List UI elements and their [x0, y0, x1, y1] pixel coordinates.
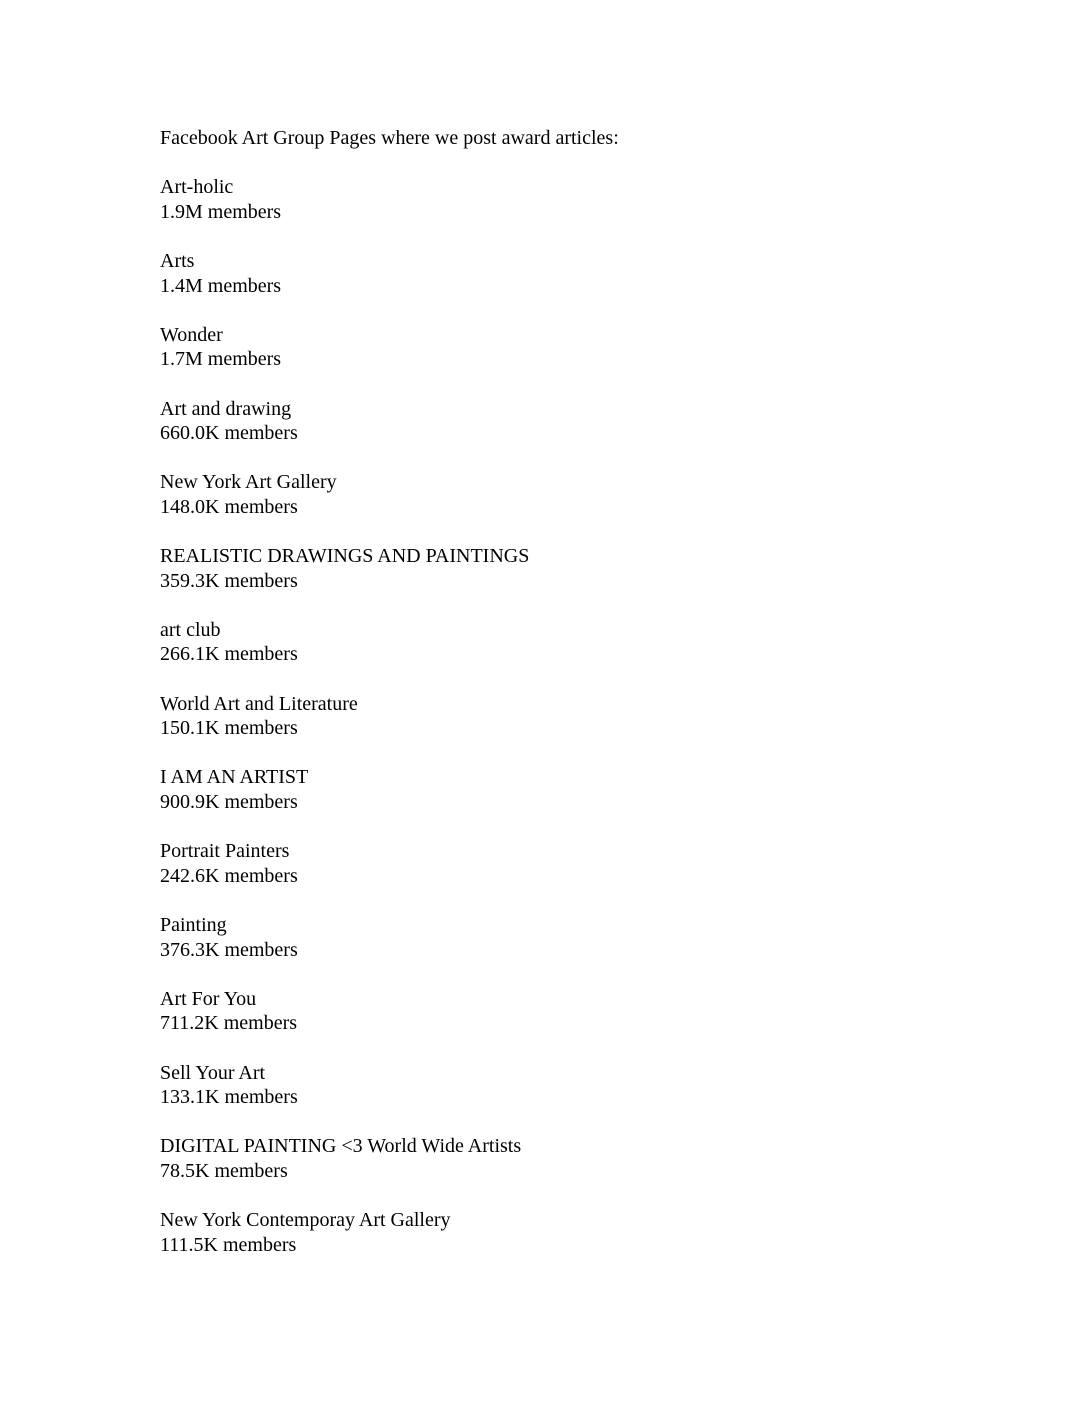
- group-name: New York Contemporay Art Gallery: [160, 1209, 451, 1232]
- group-name: I AM AN ARTIST: [160, 766, 309, 789]
- group-members: 242.6K members: [160, 864, 298, 887]
- group-members: 78.5K members: [160, 1159, 288, 1182]
- group-members: 900.9K members: [160, 791, 298, 814]
- group-members: 660.0K members: [160, 422, 298, 445]
- group-entry: [160, 765, 1020, 814]
- group-members: 711.2K members: [160, 1012, 298, 1035]
- group-members: 1.9M members: [160, 200, 282, 223]
- group-entry: [160, 913, 1020, 962]
- group-entry: [160, 1208, 1020, 1257]
- group-entry: [160, 692, 1020, 741]
- group-name: Arts: [160, 249, 195, 272]
- group-entry: [160, 839, 1020, 888]
- group-entry: [160, 397, 1020, 446]
- group-entry: [160, 987, 1020, 1036]
- group-entry: [160, 323, 1020, 372]
- group-entry: [160, 1061, 1020, 1110]
- group-members: 376.3K members: [160, 938, 298, 961]
- group-name: Art-holic: [160, 176, 234, 199]
- group-members: 111.5K members: [160, 1233, 297, 1256]
- document-heading: Facebook Art Group Pages where we post award articles:: [160, 127, 619, 149]
- group-entry: [160, 618, 1020, 667]
- document-content: [160, 126, 1020, 1282]
- group-name: art club: [160, 618, 221, 641]
- group-members: 359.3K members: [160, 569, 298, 592]
- group-members: 1.7M members: [160, 348, 282, 371]
- group-members: 1.4M members: [160, 274, 282, 297]
- group-members: 150.1K members: [160, 717, 298, 740]
- group-entry: [160, 1134, 1020, 1183]
- group-entry: [160, 470, 1020, 519]
- group-name: REALISTIC DRAWINGS AND PAINTINGS: [160, 545, 530, 568]
- group-members: 266.1K members: [160, 643, 298, 666]
- group-name: DIGITAL PAINTING <3 World Wide Artists: [160, 1135, 522, 1158]
- group-name: New York Art Gallery: [160, 471, 337, 494]
- group-name: Art and drawing: [160, 397, 292, 420]
- group-name: Sell Your Art: [160, 1061, 266, 1084]
- group-entry: [160, 544, 1020, 593]
- group-entry: [160, 175, 1020, 224]
- group-entry: [160, 249, 1020, 298]
- group-name: Portrait Painters: [160, 840, 290, 863]
- group-members: 133.1K members: [160, 1086, 298, 1109]
- group-name: Painting: [160, 914, 227, 936]
- group-name: World Art and Literature: [160, 692, 358, 715]
- group-name: Art For You: [160, 987, 257, 1010]
- group-members: 148.0K members: [160, 495, 298, 518]
- group-name: Wonder: [160, 323, 223, 346]
